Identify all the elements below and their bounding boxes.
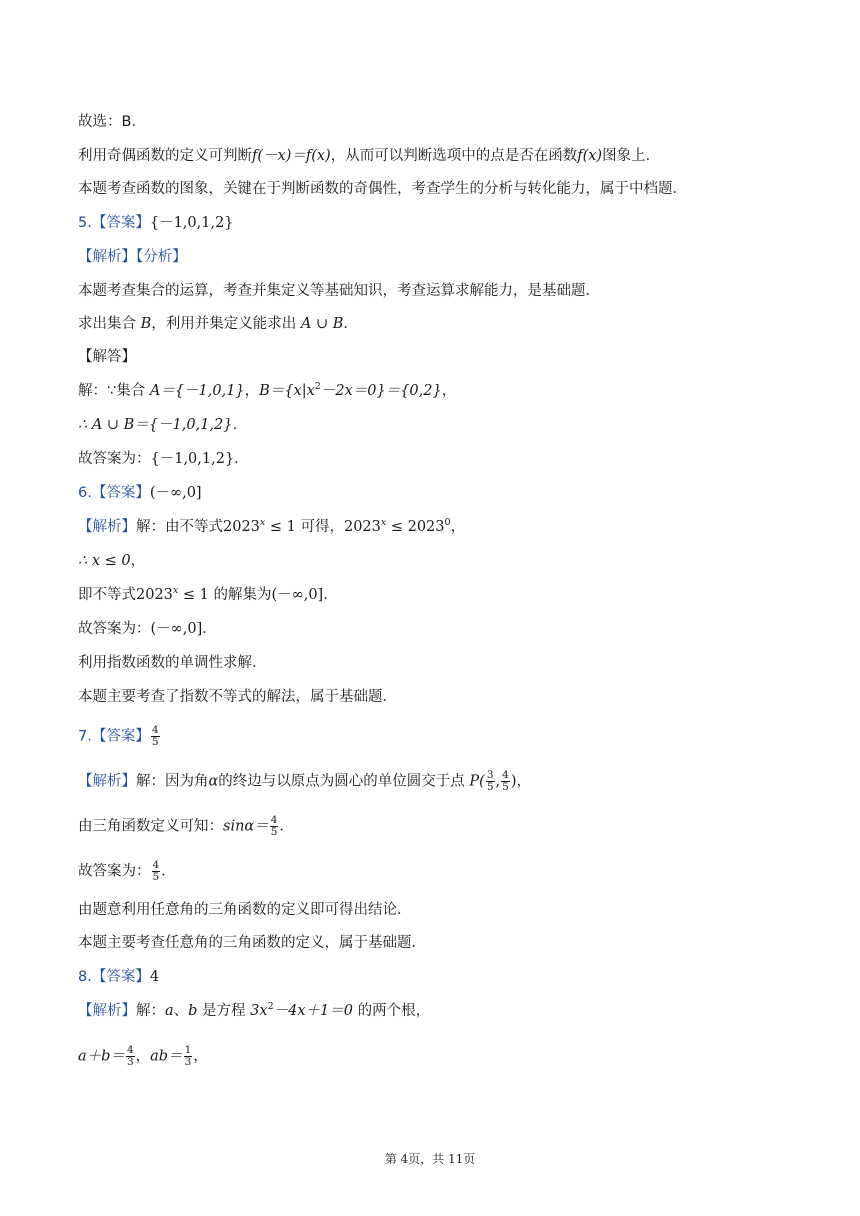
text-span: ， xyxy=(193,1048,208,1065)
math-expression: B xyxy=(140,316,152,332)
math-expression: P( xyxy=(469,773,485,790)
fraction xyxy=(270,815,279,838)
superscript: x xyxy=(380,517,387,528)
text-line xyxy=(78,585,820,605)
text-line: 本题考查函数的图象，关键在于判断函数的奇偶性，考查学生的分析与转化能力，属于中档题． xyxy=(78,181,687,197)
answer-line-q7 xyxy=(78,725,820,748)
text-span: 即不等式 xyxy=(78,587,136,603)
text-line xyxy=(78,314,820,334)
text-span: ， xyxy=(135,1048,151,1065)
math-expression: －4x＋1＝0 xyxy=(273,1003,353,1019)
text-span: ， xyxy=(130,553,146,569)
math-expression: 2023 xyxy=(136,587,173,603)
superscript: 2 xyxy=(267,1001,274,1012)
fraction xyxy=(126,1045,135,1068)
math-expression: (－∞,0]． xyxy=(150,621,217,637)
fraction-denominator: 5 xyxy=(486,781,494,793)
text-span: 的终边与以原点为圆心的单位圆交于点 xyxy=(218,773,465,790)
text-line xyxy=(78,551,820,571)
math-expression: ∴ x ≤ 0 xyxy=(78,553,131,569)
solution-heading: 【解答】 xyxy=(78,349,136,365)
fraction xyxy=(501,770,510,793)
text-line: 本题主要考查任意角的三角函数的定义，属于基础题． xyxy=(78,935,426,951)
answer-tag: 【答案】 xyxy=(91,215,150,231)
fraction-numerator: 3 xyxy=(486,769,494,781)
analysis-tag: 【解析】 xyxy=(78,519,136,535)
text-line xyxy=(78,619,820,639)
math-expression: ≤ 1 xyxy=(178,587,209,603)
fraction-denominator: 5 xyxy=(270,826,278,838)
math-expression: a＋b＝ xyxy=(78,1048,125,1065)
text-span: 求出集合 xyxy=(78,316,136,332)
text-span: ． xyxy=(161,863,176,880)
text-span: 的解集为 xyxy=(208,587,272,603)
answer-value: 4 xyxy=(149,969,160,985)
fraction-denominator: 3 xyxy=(126,1056,134,1068)
text-span: ，利用并集定义能求出 xyxy=(151,316,297,332)
text-span: ， xyxy=(450,519,466,535)
math-expression: 2023 xyxy=(223,519,260,535)
text-span: ， xyxy=(244,383,260,399)
text-span: 由三角函数定义可知： xyxy=(78,818,223,835)
text-span: ， xyxy=(441,383,457,399)
text-span: 可得， xyxy=(295,519,344,535)
math-expression: ab＝ xyxy=(150,1048,183,1065)
answer-line-q8 xyxy=(78,967,820,987)
fraction-numerator: 4 xyxy=(126,1044,134,1056)
math-expression: (－∞,0]． xyxy=(271,587,338,603)
analysis-tag-line xyxy=(78,247,820,267)
answer-line-q6 xyxy=(78,483,820,503)
fraction xyxy=(151,725,160,748)
text-span: 解：因为角 xyxy=(136,773,209,790)
text-span: 是方程 xyxy=(197,1003,251,1019)
analysis-tag: 【解析】 xyxy=(78,1003,136,1019)
fraction xyxy=(184,1045,193,1068)
text-span: 图象上． xyxy=(602,148,661,164)
text-span: 利用奇偶函数的定义可判断 xyxy=(78,148,252,164)
text-line xyxy=(78,1045,820,1068)
text-span: 、 xyxy=(173,1003,189,1019)
answer-value: {－1,0,1,2} xyxy=(149,215,234,231)
question-number: 7. xyxy=(78,728,92,745)
text-line xyxy=(78,1001,820,1021)
math-expression: ) xyxy=(510,773,517,790)
superscript: 2 xyxy=(314,381,321,392)
fraction-denominator: 3 xyxy=(184,1056,192,1068)
text-line xyxy=(78,146,820,166)
math-expression: α xyxy=(208,773,219,790)
text-line: 利用指数函数的单调性求解． xyxy=(78,655,267,671)
analysis-tag: 【解析】 xyxy=(78,773,136,790)
text-line xyxy=(78,815,820,838)
text-line: 由题意利用任意角的三角函数的定义即可得出结论． xyxy=(78,902,412,918)
text-line xyxy=(78,449,820,469)
text-line xyxy=(78,415,820,435)
math-expression: a xyxy=(165,1003,174,1019)
fraction-numerator: 4 xyxy=(152,859,160,871)
math-expression: －2x＝0}＝{0,2} xyxy=(320,383,442,399)
math-expression: 3x xyxy=(250,1003,268,1019)
text-line xyxy=(78,517,820,537)
fraction-numerator: 1 xyxy=(184,1044,192,1056)
fraction-denominator: 5 xyxy=(502,781,509,793)
text-line: 本题考查集合的运算，考查并集定义等基础知识，考查运算求解能力，是基础题． xyxy=(78,283,600,299)
text-span: 解：∵集合 xyxy=(78,383,146,399)
answer-tag: 【答案】 xyxy=(91,969,150,985)
text-span: 故答案为： xyxy=(78,863,151,880)
text-line xyxy=(78,381,820,401)
question-number: 8. xyxy=(78,969,92,985)
math-expression: ≤ 2023 xyxy=(386,519,445,535)
math-expression: sinα＝ xyxy=(223,818,269,835)
text-span: 故答案为： xyxy=(78,451,151,467)
text-span: ， xyxy=(516,773,531,790)
text-span: ． xyxy=(279,818,294,835)
math-expression: f(x) xyxy=(577,148,603,164)
text-line: 本题主要考查了指数不等式的解法，属于基础题． xyxy=(78,689,397,705)
text-span: 解：由不等式 xyxy=(136,519,223,535)
answer-tag: 【答案】 xyxy=(91,728,150,745)
analysis-tag: 【解析】【分析】 xyxy=(78,249,187,265)
superscript: 0 xyxy=(444,517,451,528)
fraction-denominator: 5 xyxy=(152,871,160,883)
text-span: ． xyxy=(343,316,358,332)
text-span: 的两个根， xyxy=(352,1003,431,1019)
page-footer: 第 4页，共 11页 xyxy=(384,1152,476,1166)
fraction-numerator: 4 xyxy=(151,724,159,736)
math-expression: {－1,0,1,2}． xyxy=(150,451,249,467)
math-expression: ≤ 1 xyxy=(265,519,296,535)
text-line: 故选：B． xyxy=(78,114,146,130)
text-line xyxy=(78,860,820,883)
question-number: 5. xyxy=(78,215,92,231)
answer-tag: 【答案】 xyxy=(91,485,150,501)
math-expression: b xyxy=(188,1003,198,1019)
fraction-numerator: 4 xyxy=(502,769,509,781)
fraction xyxy=(152,860,161,883)
superscript: x xyxy=(172,585,179,596)
fraction xyxy=(486,770,495,793)
fraction-denominator: 5 xyxy=(151,736,159,748)
math-expression: 2023 xyxy=(343,519,381,535)
text-span: ，从而可以判断选项中的点是否在函数 xyxy=(330,148,578,164)
text-line xyxy=(78,770,820,793)
math-expression: f(－x)＝f(x) xyxy=(252,148,331,164)
math-expression: B＝{x|x xyxy=(259,383,315,399)
math-expression: A＝{－1,0,1} xyxy=(149,383,245,399)
answer-value: (－∞,0] xyxy=(149,485,202,501)
text-span: 解： xyxy=(136,1003,165,1019)
math-expression: A ∪ B xyxy=(300,316,344,332)
question-number: 6. xyxy=(78,485,92,501)
math-expression: ∴ A ∪ B＝{－1,0,1,2}． xyxy=(78,417,248,433)
answer-line-q5 xyxy=(78,213,820,233)
text-span: 故答案为： xyxy=(78,621,151,637)
text-span: , xyxy=(495,773,501,790)
superscript: x xyxy=(259,517,266,528)
fraction-numerator: 4 xyxy=(270,814,278,826)
